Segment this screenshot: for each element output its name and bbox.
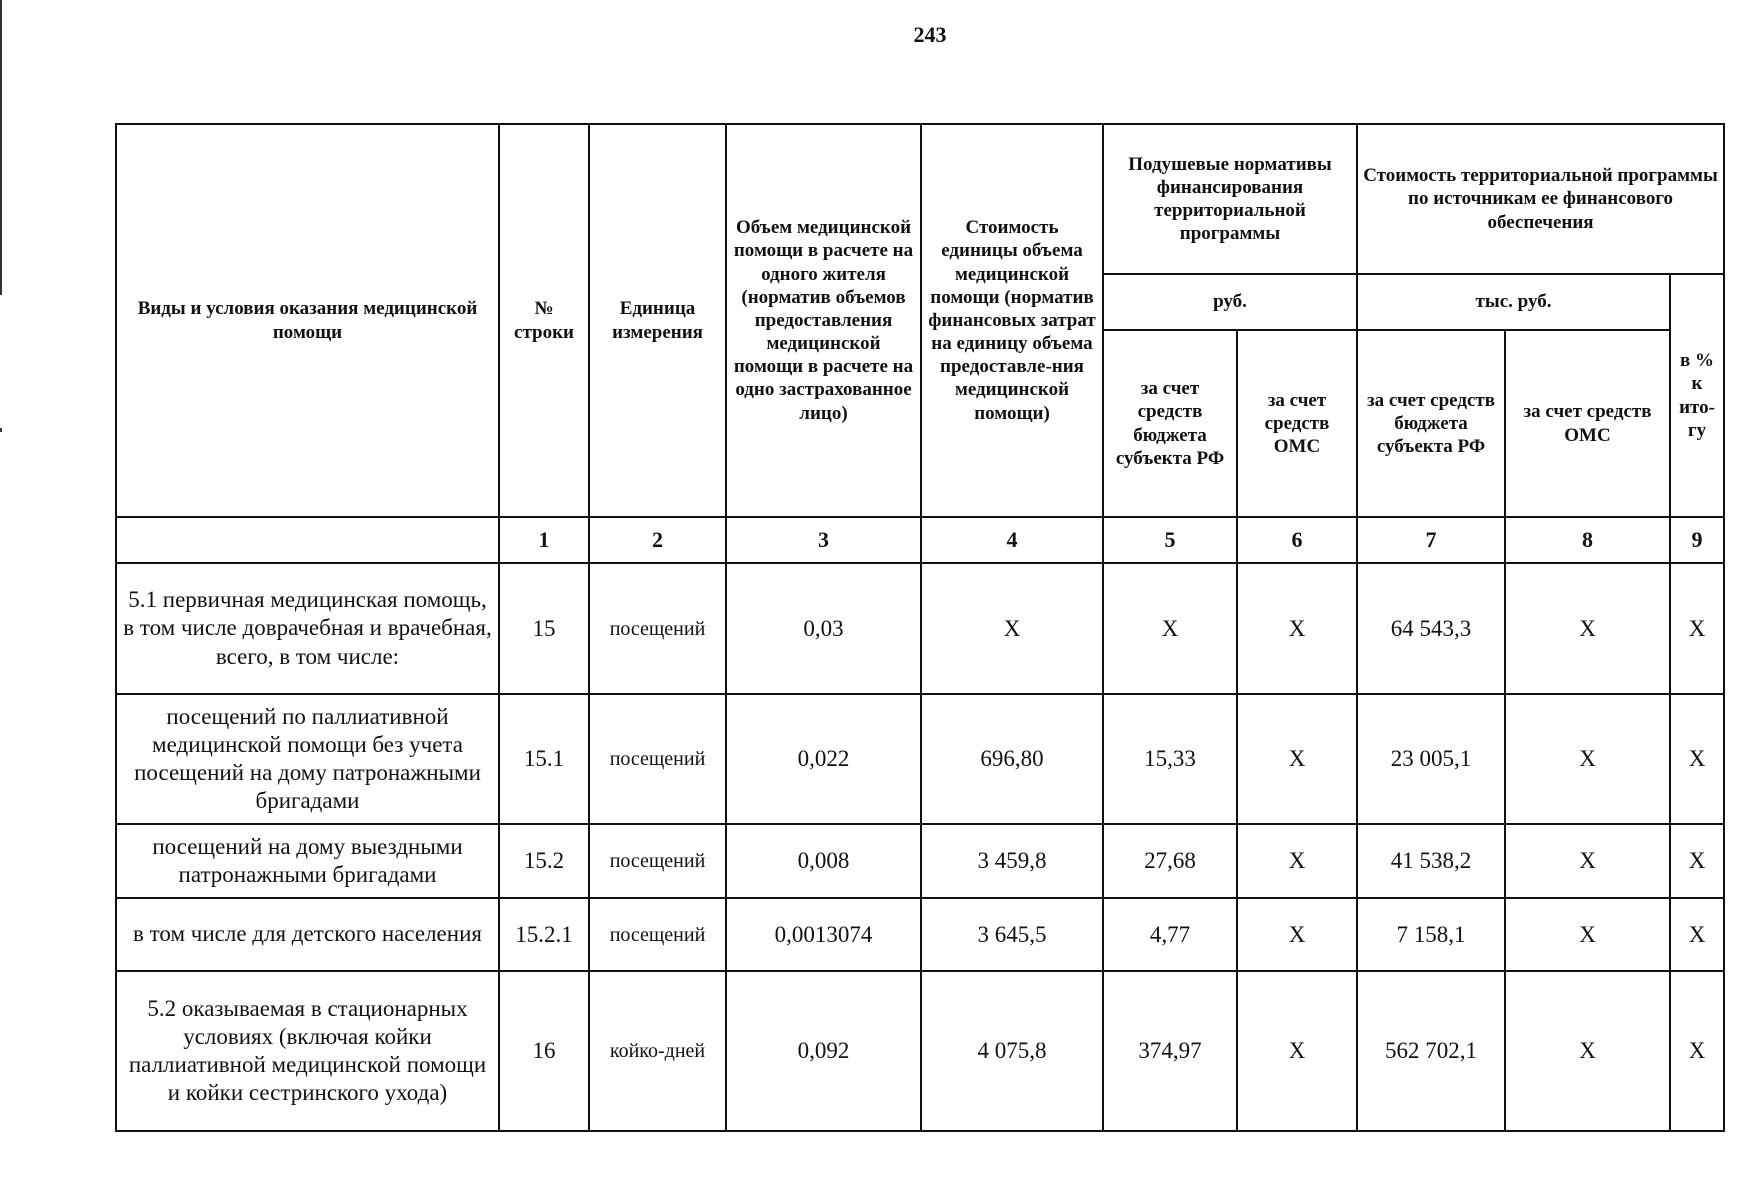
- row-cost: 3 645,5: [921, 898, 1103, 971]
- row-cost: 4 075,8: [921, 971, 1103, 1131]
- row-thous-oms: Х: [1505, 824, 1670, 898]
- header-oms-thous: за счет средств ОМС: [1505, 330, 1670, 517]
- row-name: в том числе для детского населения: [116, 898, 499, 971]
- row-rub-oms: Х: [1237, 563, 1357, 694]
- row-volume: 0,0013074: [726, 898, 921, 971]
- header-budget-rf-thous: за счет средств бюджета субъекта РФ: [1357, 330, 1505, 517]
- row-rub-budget: 15,33: [1103, 694, 1237, 824]
- row-volume: 0,03: [726, 563, 921, 694]
- row-unit: койко-дней: [589, 971, 726, 1131]
- column-number: 2: [589, 517, 726, 563]
- column-number: 1: [499, 517, 589, 563]
- header-kinds: Виды и условия оказания медицинской помощи: [116, 124, 499, 517]
- row-thous-oms: Х: [1505, 563, 1670, 694]
- row-rub-oms: Х: [1237, 971, 1357, 1131]
- table-row: [116, 694, 1724, 824]
- header-oms: за счет средств ОМС: [1237, 330, 1357, 517]
- table-row: [116, 898, 1724, 971]
- row-thous-oms: Х: [1505, 898, 1670, 971]
- header-program-cost: Стоимость территориальной программы по источникам ее финансового обеспечения: [1357, 124, 1724, 274]
- row-rub-oms: Х: [1237, 898, 1357, 971]
- row-percent: Х: [1670, 971, 1724, 1131]
- row-thous-budget: 562 702,1: [1357, 971, 1505, 1131]
- row-percent: Х: [1670, 824, 1724, 898]
- header-cost: Стоимость единицы объема медицинской помощи (норматив финансовых затрат на единицу объема предоставле-ния медицинской помощи): [921, 124, 1103, 517]
- row-cost: 3 459,8: [921, 824, 1103, 898]
- row-volume: 0,022: [726, 694, 921, 824]
- row-line-number: 15.1: [499, 694, 589, 824]
- row-percent: Х: [1670, 563, 1724, 694]
- row-name: посещений на дому выездными патронажными бригадами: [116, 824, 499, 898]
- row-rub-budget: 374,97: [1103, 971, 1237, 1131]
- header-volume: Объем медицинской помощи в расчете на одного жителя (норматив объемов предоставления медицинской помощи в расчете на одно застрахованное лицо): [726, 124, 921, 517]
- table-row: [116, 563, 1724, 694]
- row-rub-oms: Х: [1237, 694, 1357, 824]
- row-thous-oms: Х: [1505, 971, 1670, 1131]
- column-number: 6: [1237, 517, 1357, 563]
- financing-table-wrapper: [115, 123, 1723, 1132]
- row-percent: Х: [1670, 694, 1724, 824]
- row-thous-budget: 41 538,2: [1357, 824, 1505, 898]
- header-row-no: № строки: [499, 124, 589, 517]
- row-name: 5.2 оказываемая в стационарных условиях (включая койки паллиативной медицинской помощи и койки сестринского ухода): [116, 971, 499, 1131]
- column-number: 4: [921, 517, 1103, 563]
- column-number: 5: [1103, 517, 1237, 563]
- row-line-number: 15: [499, 563, 589, 694]
- header-thous-rub: тыс. руб.: [1357, 274, 1670, 330]
- financing-table: [115, 123, 1725, 1132]
- row-thous-budget: 64 543,3: [1357, 563, 1505, 694]
- column-number-blank: [116, 517, 499, 563]
- row-volume: 0,092: [726, 971, 921, 1131]
- row-rub-budget: 27,68: [1103, 824, 1237, 898]
- row-thous-budget: 7 158,1: [1357, 898, 1505, 971]
- row-rub-oms: Х: [1237, 824, 1357, 898]
- row-thous-budget: 23 005,1: [1357, 694, 1505, 824]
- column-number: 7: [1357, 517, 1505, 563]
- row-name: посещений по паллиативной медицинской помощи без учета посещений на дому патронажными бригадами: [116, 694, 499, 824]
- row-rub-budget: Х: [1103, 563, 1237, 694]
- row-line-number: 15.2.1: [499, 898, 589, 971]
- row-unit: посещений: [589, 694, 726, 824]
- column-number: 8: [1505, 517, 1670, 563]
- row-percent: Х: [1670, 898, 1724, 971]
- scan-margin-tick: [0, 428, 2, 432]
- column-number: 3: [726, 517, 921, 563]
- row-unit: посещений: [589, 563, 726, 694]
- row-volume: 0,008: [726, 824, 921, 898]
- row-unit: посещений: [589, 898, 726, 971]
- header-budget-rf: за счет средств бюджета субъекта РФ: [1103, 330, 1237, 517]
- row-cost: Х: [921, 563, 1103, 694]
- header-percent: в % к ито-гу: [1670, 274, 1724, 517]
- row-thous-oms: Х: [1505, 694, 1670, 824]
- row-line-number: 15.2: [499, 824, 589, 898]
- table-row: [116, 971, 1724, 1131]
- row-name: 5.1 первичная медицинская помощь, в том числе доврачебная и врачебная, всего, в том числе:: [116, 563, 499, 694]
- row-line-number: 16: [499, 971, 589, 1131]
- row-cost: 696,80: [921, 694, 1103, 824]
- header-rub: руб.: [1103, 274, 1357, 330]
- table-row: [116, 824, 1724, 898]
- page-number: 243: [913, 22, 947, 47]
- row-rub-budget: 4,77: [1103, 898, 1237, 971]
- column-number: 9: [1670, 517, 1724, 563]
- header-per-capita: Подушевые нормативы финансирования территориальной программы: [1103, 124, 1357, 274]
- header-unit: Единица измерения: [589, 124, 726, 517]
- row-unit: посещений: [589, 824, 726, 898]
